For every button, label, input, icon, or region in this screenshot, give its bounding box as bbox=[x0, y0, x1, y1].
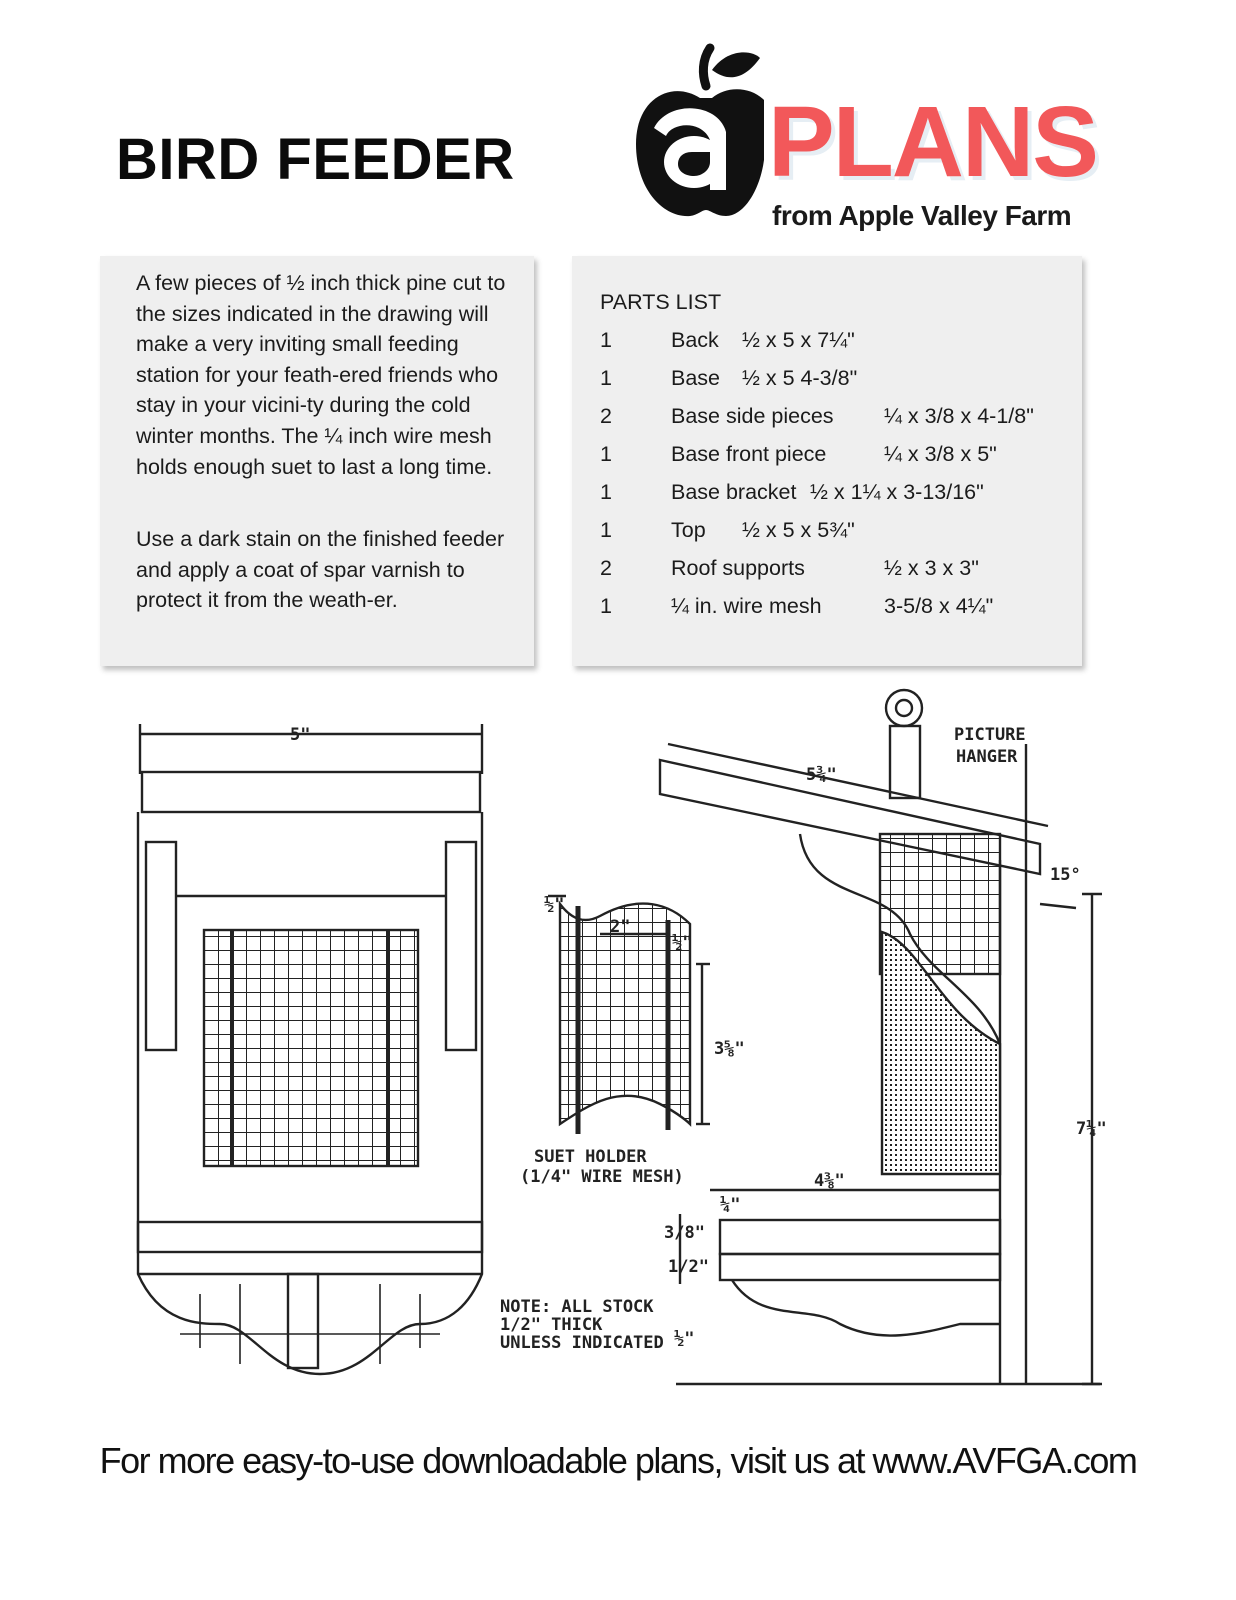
parts-row bbox=[572, 404, 1082, 434]
dim-half-label: 1/2" bbox=[668, 1257, 709, 1277]
part-name: ¼ in. wire mesh bbox=[671, 594, 822, 618]
note-label-1: NOTE: ALL STOCK bbox=[500, 1297, 654, 1317]
part-dim: 3-5/8 x 4¼" bbox=[884, 594, 994, 618]
logo-plans-word: PLANS bbox=[768, 86, 1097, 198]
part-qty: 1 bbox=[600, 594, 612, 618]
parts-row bbox=[572, 556, 1082, 586]
part-name: Base bracket bbox=[671, 480, 797, 504]
suet-holder-label-1: SUET HOLDER bbox=[534, 1147, 647, 1167]
part-dim: ¼ x 3/8 x 4-1/8" bbox=[884, 404, 1034, 428]
dim-three-eighths-label: 3/8" bbox=[664, 1223, 705, 1243]
part-qty: 2 bbox=[600, 556, 612, 580]
suet-holder-label-2: (1/4" WIRE MESH) bbox=[520, 1167, 684, 1187]
part-qty: 1 bbox=[600, 328, 612, 352]
part-qty: 2 bbox=[600, 404, 612, 428]
part-name: Base side pieces bbox=[671, 404, 834, 428]
part-dim: ½ x 5 x 7¼" bbox=[742, 328, 855, 352]
part-name: Top bbox=[671, 518, 706, 542]
intro-paragraph-1: A few pieces of ½ inch thick pine cut to the sizes indicated in the drawing will make a very inviting small feeding station for your feath-ered friends who stay in your vicini-ty during the cold winter months. The ¼ inch wire mesh holds enough suet to last a long time. bbox=[136, 271, 506, 479]
parts-list-heading: PARTS LIST bbox=[600, 290, 722, 314]
page-title: BIRD FEEDER bbox=[116, 127, 515, 192]
apple-valley-logo bbox=[632, 40, 1162, 240]
dim-base-length-label: 4⅜" bbox=[814, 1171, 845, 1191]
apple-logo-icon bbox=[632, 40, 772, 230]
dim-mesh-lip-1: ½" bbox=[544, 895, 565, 915]
intro-panel bbox=[100, 256, 534, 666]
front-view bbox=[138, 724, 482, 1374]
dim-angle-label: 15° bbox=[1050, 865, 1081, 885]
intro-paragraph-2: Use a dark stain on the finished feeder and apply a coat of spar varnish to protect it from the weath-er. bbox=[136, 527, 505, 613]
part-name: Back bbox=[671, 328, 719, 352]
dim-width-label: 5" bbox=[290, 725, 311, 745]
part-qty: 1 bbox=[600, 366, 612, 390]
note-label-3: UNLESS INDICATED bbox=[500, 1333, 664, 1353]
dim-mesh-height-label: 3⅝" bbox=[714, 1039, 745, 1059]
parts-row bbox=[572, 328, 1082, 358]
dim-half-label-2: ½" bbox=[674, 1329, 695, 1349]
bird-feeder-drawing bbox=[120, 684, 1120, 1404]
part-dim: ½ x 5 x 5¾" bbox=[742, 518, 855, 542]
dim-height-label: 7¼" bbox=[1076, 1119, 1107, 1139]
dim-roof-length-label: 5¾" bbox=[806, 765, 837, 785]
parts-row bbox=[572, 480, 1082, 510]
parts-row bbox=[572, 518, 1082, 548]
side-view bbox=[660, 690, 1102, 1384]
part-qty: 1 bbox=[600, 480, 612, 504]
part-dim: ½ x 1¼ x 3-13/16" bbox=[810, 480, 984, 504]
dim-mesh-width-label: 2" bbox=[610, 917, 631, 937]
dim-quarter-label: ¼" bbox=[720, 1195, 741, 1215]
dim-mesh-lip-2: ½" bbox=[672, 933, 693, 953]
picture-hanger-label-2: HANGER bbox=[956, 747, 1018, 767]
picture-hanger-label-1: PICTURE bbox=[954, 725, 1026, 745]
part-name: Base front piece bbox=[671, 442, 827, 466]
part-dim: ½ x 5 4-3/8" bbox=[742, 366, 858, 390]
note-label-2: 1/2" THICK bbox=[500, 1315, 603, 1335]
parts-list-panel bbox=[572, 256, 1082, 666]
part-dim: ¼ x 3/8 x 5" bbox=[884, 442, 997, 466]
part-qty: 1 bbox=[600, 442, 612, 466]
part-qty: 1 bbox=[600, 518, 612, 542]
footer-website-note: For more easy-to-use downloadable plans, visit us at www.AVFGA.com bbox=[99, 1440, 1137, 1481]
parts-row bbox=[572, 594, 1082, 624]
parts-row bbox=[572, 442, 1082, 472]
part-name: Base bbox=[671, 366, 721, 390]
part-dim: ½ x 3 x 3" bbox=[884, 556, 979, 580]
logo-tagline: from Apple Valley Farm bbox=[772, 200, 1072, 231]
parts-row bbox=[572, 366, 1082, 396]
part-name: Roof supports bbox=[671, 556, 805, 580]
